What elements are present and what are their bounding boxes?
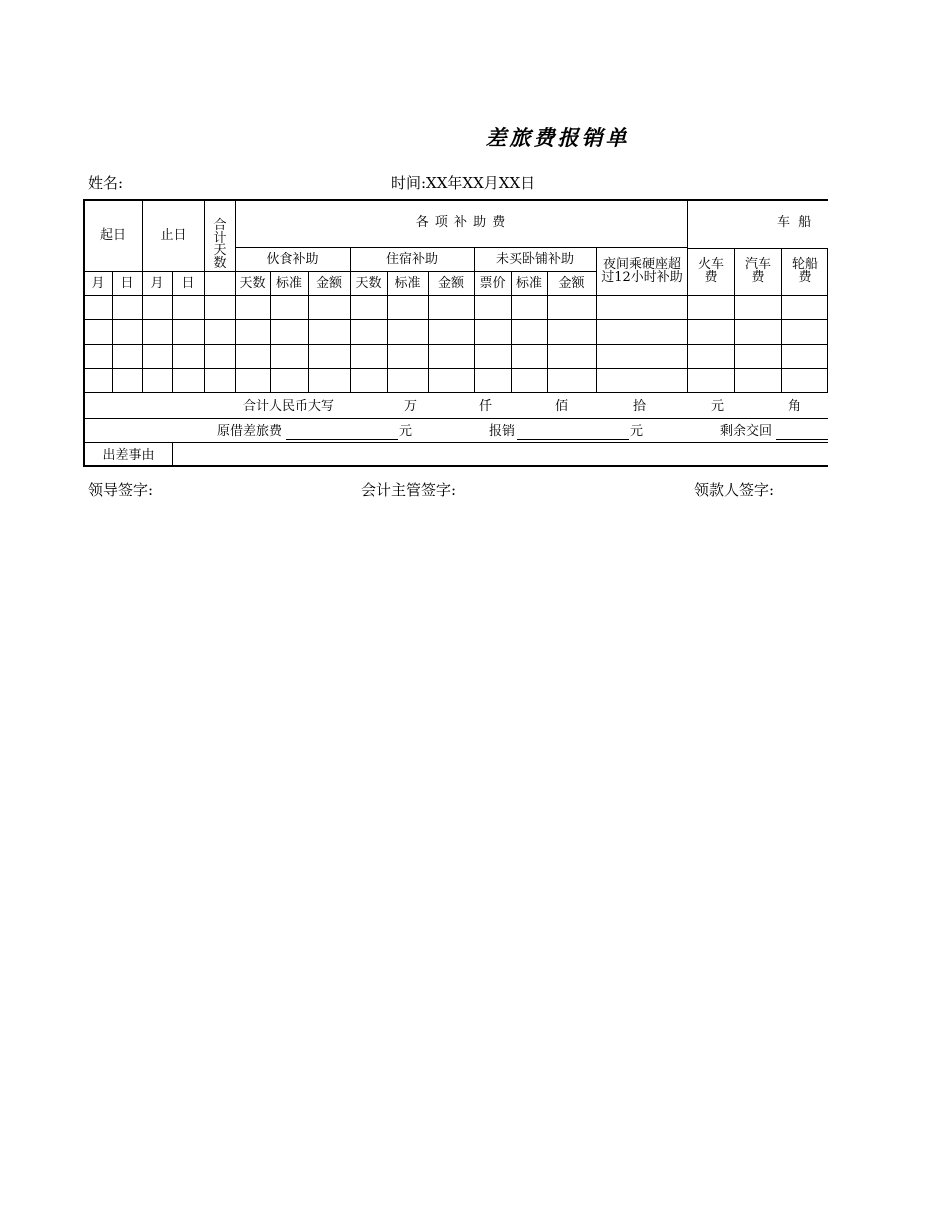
gridline xyxy=(474,247,475,392)
gridline xyxy=(172,442,173,466)
header-month: 月 xyxy=(150,276,164,291)
unit-bai: 佰 xyxy=(555,399,569,414)
form-title: 差旅费报销单 xyxy=(485,125,630,150)
header-ship-fee: 轮船费 xyxy=(791,257,818,285)
header-standard: 标准 xyxy=(515,276,542,291)
gridline xyxy=(83,368,828,369)
trip-reason-label: 出差事由 xyxy=(102,448,155,463)
gridline xyxy=(83,271,235,272)
time-label: 时间:XX年XX月XX日 xyxy=(391,174,536,192)
gridline xyxy=(827,248,828,392)
gridline xyxy=(350,247,351,392)
header-end-date: 止日 xyxy=(160,228,187,243)
reimburse-label: 报销 xyxy=(489,424,516,439)
unit-qian: 仟 xyxy=(479,399,493,414)
header-meal-subsidy: 伙食补助 xyxy=(266,252,319,267)
yuan-label: 元 xyxy=(630,424,644,439)
gridline xyxy=(204,199,205,392)
unit-yuan: 元 xyxy=(711,399,725,414)
gridline xyxy=(235,271,596,272)
header-amount: 金额 xyxy=(437,276,464,291)
unit-jiao: 角 xyxy=(788,399,802,414)
total-amount-label: 合计人民币大写 xyxy=(243,399,335,414)
header-bus-fee: 汽车费 xyxy=(744,257,771,285)
header-standard: 标准 xyxy=(394,276,421,291)
header-no-sleeper-subsidy: 未买卧铺补助 xyxy=(495,252,574,267)
header-days: 天数 xyxy=(355,276,382,291)
gridline xyxy=(235,247,687,248)
yuan-label: 元 xyxy=(399,424,413,439)
gridline xyxy=(687,199,688,392)
header-ticket-price: 票价 xyxy=(479,276,506,291)
header-day: 日 xyxy=(120,276,134,291)
header-subsidies: 各 项 补 助 费 xyxy=(415,215,507,230)
payee-signature-label: 领款人签字: xyxy=(694,481,775,499)
table-bottom-border xyxy=(83,465,828,467)
header-total-days: 合计天数 xyxy=(213,218,227,271)
gridline xyxy=(83,392,828,393)
gridline xyxy=(83,319,828,320)
gridline xyxy=(83,344,828,345)
header-amount: 金额 xyxy=(558,276,585,291)
header-train-fee: 火车费 xyxy=(697,257,724,285)
remaining-amount-blank xyxy=(776,428,828,440)
name-label: 姓名: xyxy=(88,174,124,192)
gridline xyxy=(596,247,597,392)
gridline xyxy=(142,199,143,392)
header-amount: 金额 xyxy=(315,276,342,291)
accounting-signature-label: 会计主管签字: xyxy=(361,481,457,499)
gridline xyxy=(687,248,828,249)
gridline xyxy=(83,295,828,296)
gridline xyxy=(83,418,828,419)
reimburse-amount-blank xyxy=(517,428,629,440)
reimbursement-table xyxy=(83,199,828,467)
unit-wan: 万 xyxy=(404,399,418,414)
advance-borrowed-label: 原借差旅费 xyxy=(217,424,283,439)
gridline xyxy=(734,248,735,392)
header-start-date: 起日 xyxy=(99,228,126,243)
gridline xyxy=(83,442,828,443)
header-vehicle: 车 船 xyxy=(777,215,812,230)
leader-signature-label: 领导签字: xyxy=(88,481,154,499)
header-month: 月 xyxy=(91,276,105,291)
header-night-seat-subsidy: 夜间乘硬座超过12小时补助 xyxy=(601,257,683,285)
borrowed-amount-blank xyxy=(286,428,398,440)
remaining-label: 剩余交回 xyxy=(720,424,773,439)
table-top-border xyxy=(83,199,828,201)
header-lodging-subsidy: 住宿补助 xyxy=(385,252,438,267)
unit-shi: 拾 xyxy=(633,399,647,414)
header-standard: 标准 xyxy=(275,276,302,291)
gridline xyxy=(781,248,782,392)
header-days: 天数 xyxy=(239,276,266,291)
header-day: 日 xyxy=(181,276,195,291)
